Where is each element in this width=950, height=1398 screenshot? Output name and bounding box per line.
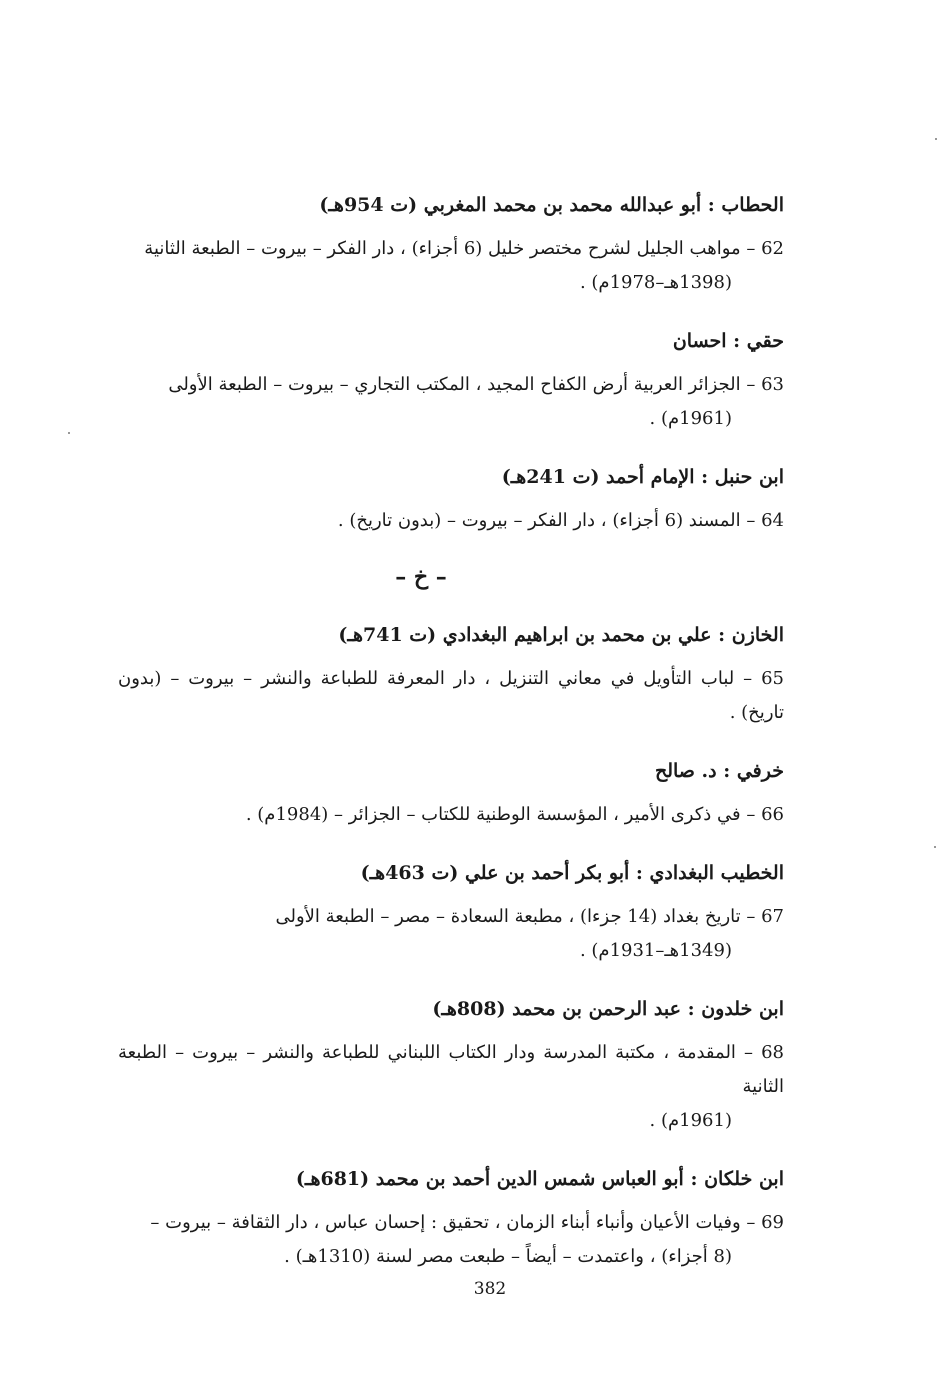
reference-text (118, 232, 784, 300)
author-heading: ابن حنبل : الإمام أحمد (ت 241هـ) (501, 466, 784, 488)
reference-line: (1398هـ–1978م) . (579, 272, 732, 293)
bibliography-entry (118, 756, 784, 832)
reference-line: (1349هـ–1931م) . (579, 940, 732, 961)
reference-line: (1961م) . (649, 408, 732, 429)
bibliography-entry (118, 858, 784, 968)
bibliography-entry (118, 620, 784, 730)
page-number: 382 (473, 1279, 507, 1299)
bibliography-entry (118, 1164, 784, 1274)
bibliography-entry (118, 326, 784, 436)
author-heading: الخازن : علي بن محمد بن ابراهيم البغدادي (ت 741هـ) (338, 624, 784, 646)
reference-line: 63 – الجزائر العربية أرض الكفاح المجيد ، المكتب التجاري – بيروت – الطبعة الأولى (168, 374, 784, 395)
letter-separator: – خ – (395, 564, 447, 590)
reference-line: 64 – المسند (6 أجزاء) ، دار الفكر – بيروت – (بدون تاريخ) . (337, 510, 784, 531)
reference-text (118, 1036, 784, 1138)
reference-text (118, 368, 784, 436)
reference-line: (1961م) . (649, 1110, 732, 1131)
reference-text (118, 1206, 784, 1274)
reference-text (118, 798, 784, 832)
author-heading: الخطيب البغدادي : أبو بكر أحمد بن علي (ت 463هـ) (360, 862, 784, 884)
author-heading: الحطاب : أبو عبدالله محمد بن محمد المغربي (ت 954هـ) (319, 194, 784, 216)
scan-speck (935, 138, 937, 140)
reference-line: (8 أجزاء) ، واعتمدت – أيضاً – طبعت مصر لسنة (1310هـ) . (284, 1246, 732, 1267)
scan-speck (934, 846, 936, 848)
author-heading: حقي : احسان (672, 330, 784, 352)
reference-line: 68 – المقدمة ، مكتبة المدرسة ودار الكتاب اللبناني للطباعة والنشر – بيروت – الطبعة الثانية (118, 1042, 784, 1097)
reference-line: 69 – وفيات الأعيان وأنباء أبناء الزمان ، تحقيق : إحسان عباس ، دار الثقافة – بيروت – (150, 1212, 784, 1233)
bibliography-entry (118, 994, 784, 1138)
author-heading: ابن خلكان : أبو العباس شمس الدين أحمد بن محمد (681هـ) (295, 1168, 784, 1190)
bibliography-list (118, 190, 784, 1300)
reference-line: 66 – في ذكرى الأمير ، المؤسسة الوطنية للكتاب – الجزائر – (1984م) . (245, 804, 784, 825)
reference-text (118, 662, 784, 730)
reference-line: 65 – لباب التأويل في معاني التنزيل ، دار المعرفة للطباعة والنشر – بيروت – (بدون تاريخ) . (118, 668, 784, 723)
reference-text (118, 504, 784, 538)
author-heading: ابن خلدون : عبد الرحمن بن محمد (808هـ) (432, 998, 784, 1020)
bibliography-entry (118, 190, 784, 300)
reference-line: 62 – مواهب الجليل لشرح مختصر خليل (6 أجزاء) ، دار الفكر – بيروت – الطبعة الثانية (144, 238, 784, 259)
bibliography-entry (118, 462, 784, 538)
author-heading: خرفي : د. صالح (654, 760, 784, 782)
scan-speck (68, 432, 70, 434)
reference-text (118, 900, 784, 968)
reference-line: 67 – تاريخ بغداد (14 جزءا) ، مطبعة السعادة – مصر – الطبعة الأولى (275, 906, 784, 927)
